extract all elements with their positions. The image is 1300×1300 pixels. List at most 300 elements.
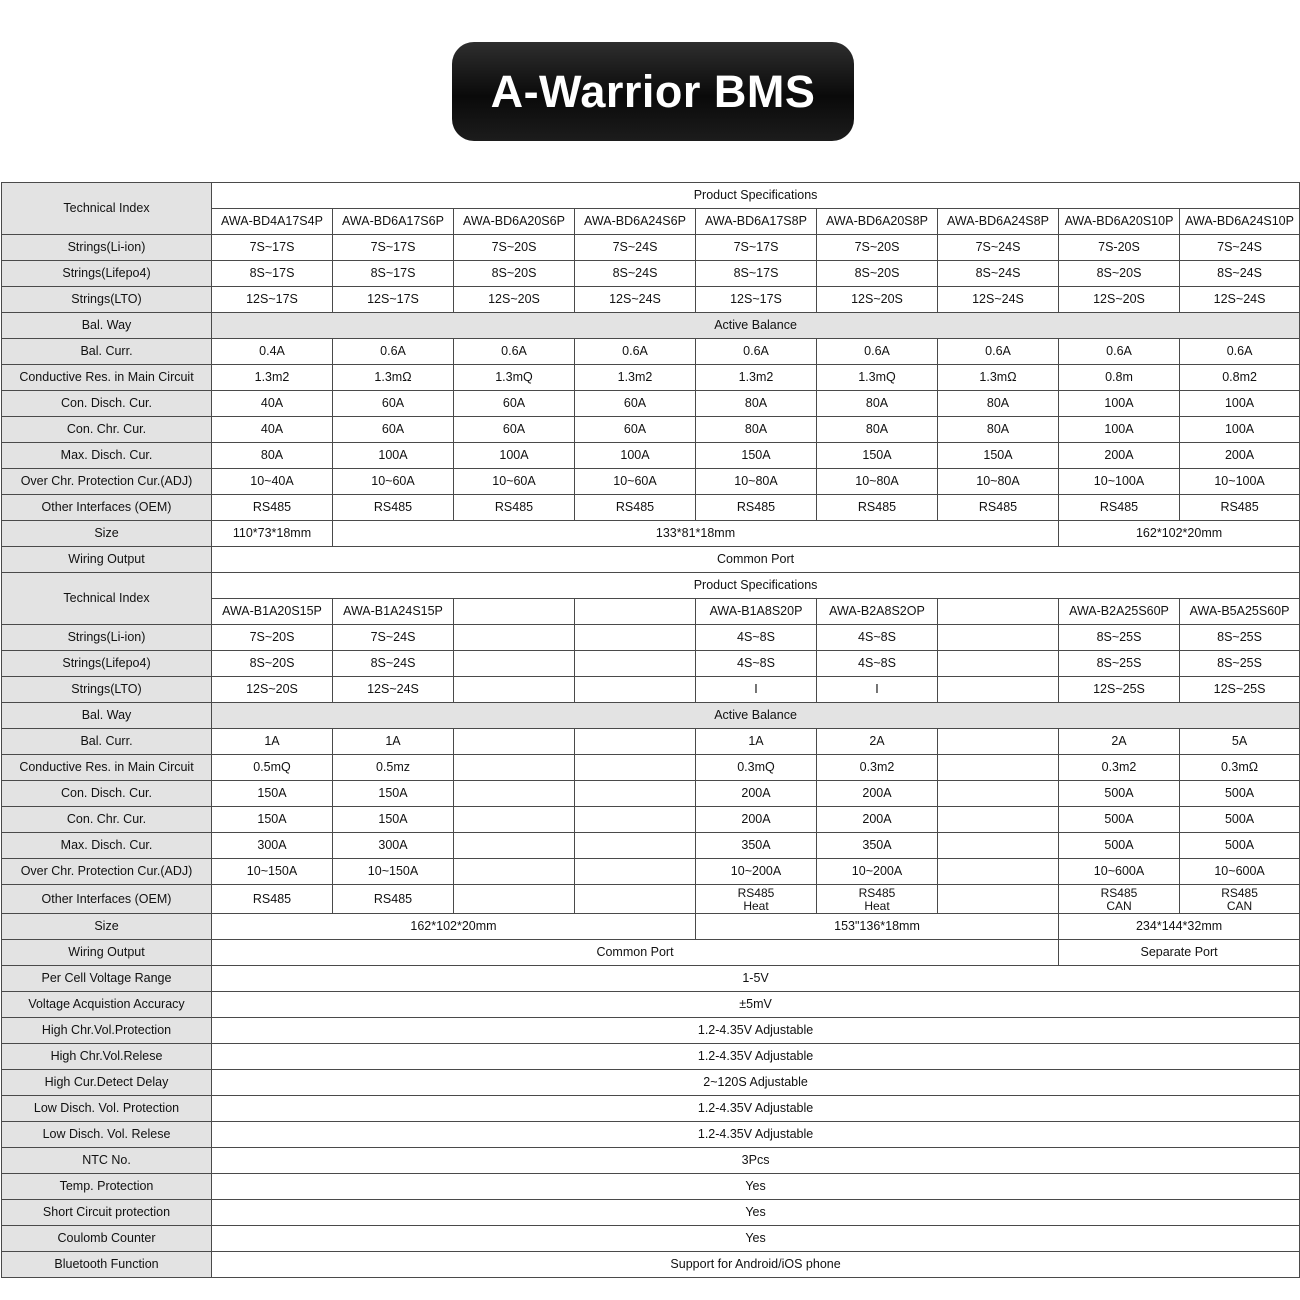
row-label: Con. Chr. Cur.	[2, 807, 212, 833]
table-row	[2, 1200, 1300, 1226]
table-cell: RS485 CAN	[1059, 885, 1180, 914]
spanning-value: 1.2-4.35V Adjustable	[212, 1044, 1300, 1070]
row-label: Size	[2, 521, 212, 547]
row-label: Bluetooth Function	[2, 1252, 212, 1278]
table-row	[2, 992, 1300, 1018]
model-name: AWA-BD6A17S6P	[333, 209, 454, 235]
table-row	[2, 677, 1300, 703]
table-cell	[938, 625, 1059, 651]
table-cell: 0.3m2	[817, 755, 938, 781]
row-label: Over Chr. Protection Cur.(ADJ)	[2, 469, 212, 495]
table-row	[2, 833, 1300, 859]
table-row	[2, 755, 1300, 781]
model-name: AWA-B1A8S20P	[696, 599, 817, 625]
spanning-value: 133*81*18mm	[333, 521, 1059, 547]
product-specifications-header: Product Specifications	[212, 573, 1300, 599]
table-cell	[454, 781, 575, 807]
table-cell: 8S~24S	[1180, 261, 1300, 287]
spanning-value: Active Balance	[212, 313, 1300, 339]
technical-index-label: Technical Index	[2, 183, 212, 235]
table-row	[2, 940, 1300, 966]
model-name: AWA-B2A25S60P	[1059, 599, 1180, 625]
row-label: Bal. Way	[2, 703, 212, 729]
row-label: Strings(Li-ion)	[2, 625, 212, 651]
table-cell: 7S~17S	[696, 235, 817, 261]
table-cell: 0.5mz	[333, 755, 454, 781]
table-cell	[454, 807, 575, 833]
spanning-value: ±5mV	[212, 992, 1300, 1018]
table-cell: 0.3m2	[1059, 755, 1180, 781]
table-cell: 10~600A	[1059, 859, 1180, 885]
table-row	[2, 391, 1300, 417]
model-name: AWA-BD6A20S10P	[1059, 209, 1180, 235]
table-cell: 10~150A	[333, 859, 454, 885]
table-cell: RS485	[212, 885, 333, 914]
model-name	[454, 599, 575, 625]
row-label: Voltage Acquistion Accuracy	[2, 992, 212, 1018]
model-name: AWA-BD6A24S6P	[575, 209, 696, 235]
table-cell: 150A	[212, 807, 333, 833]
model-name: AWA-BD6A20S8P	[817, 209, 938, 235]
table-cell: 200A	[696, 807, 817, 833]
table-cell: 7S~24S	[1180, 235, 1300, 261]
table-cell: 12S~20S	[454, 287, 575, 313]
table-cell: 500A	[1180, 833, 1300, 859]
table-cell: 200A	[817, 781, 938, 807]
table-cell: 0.8m	[1059, 365, 1180, 391]
table-cell: 8S~24S	[575, 261, 696, 287]
spanning-value: 162*102*20mm	[212, 914, 696, 940]
model-name	[575, 599, 696, 625]
table-row	[2, 1122, 1300, 1148]
table-cell	[454, 859, 575, 885]
table-cell: 200A	[817, 807, 938, 833]
table-cell: 12S~17S	[212, 287, 333, 313]
table-row	[2, 235, 1300, 261]
table-row	[2, 651, 1300, 677]
table-cell: 12S~17S	[696, 287, 817, 313]
table-cell: 10~60A	[333, 469, 454, 495]
table-cell: 7S~24S	[333, 625, 454, 651]
table-row	[2, 859, 1300, 885]
table-cell: 8S~25S	[1180, 651, 1300, 677]
table-cell	[575, 781, 696, 807]
table-cell: 2A	[1059, 729, 1180, 755]
spanning-value: 1.2-4.35V Adjustable	[212, 1018, 1300, 1044]
spanning-value: 2~120S Adjustable	[212, 1070, 1300, 1096]
table-cell	[938, 781, 1059, 807]
row-label: Bal. Curr.	[2, 729, 212, 755]
page-title: A-Warrior BMS	[490, 65, 816, 117]
row-label: Size	[2, 914, 212, 940]
spec-table	[1, 182, 1300, 1278]
table-cell: 100A	[454, 443, 575, 469]
table-cell: 500A	[1059, 833, 1180, 859]
table-header-row	[2, 183, 1300, 209]
spanning-value: 162*102*20mm	[1059, 521, 1300, 547]
table-cell: 8S~20S	[1059, 261, 1180, 287]
table-cell: 8S~24S	[333, 651, 454, 677]
spanning-value: Yes	[212, 1226, 1300, 1252]
table-cell: 60A	[454, 417, 575, 443]
table-cell: 8S~17S	[333, 261, 454, 287]
model-name: AWA-B5A25S60P	[1180, 599, 1300, 625]
table-cell	[454, 651, 575, 677]
table-cell: 200A	[1059, 443, 1180, 469]
table-cell: 4S~8S	[817, 651, 938, 677]
table-cell: 80A	[817, 391, 938, 417]
table-cell: 7S~24S	[575, 235, 696, 261]
table-cell: 80A	[938, 391, 1059, 417]
table-cell: 7S~17S	[333, 235, 454, 261]
table-cell: 150A	[333, 781, 454, 807]
table-cell: 5A	[1180, 729, 1300, 755]
table-cell: 1.3mQ	[454, 365, 575, 391]
row-label: Conductive Res. in Main Circuit	[2, 755, 212, 781]
spanning-value: Separate Port	[1059, 940, 1300, 966]
table-cell: 7S~17S	[212, 235, 333, 261]
table-cell: RS485	[817, 495, 938, 521]
table-cell: 10~40A	[212, 469, 333, 495]
table-cell: 1A	[212, 729, 333, 755]
table-cell	[938, 651, 1059, 677]
row-label: Con. Chr. Cur.	[2, 417, 212, 443]
table-cell	[575, 755, 696, 781]
row-label: Con. Disch. Cur.	[2, 391, 212, 417]
table-cell: 1.3mΩ	[938, 365, 1059, 391]
table-cell: 100A	[1180, 417, 1300, 443]
table-row	[2, 1148, 1300, 1174]
table-cell: 1.3m2	[696, 365, 817, 391]
table-cell	[575, 729, 696, 755]
row-label: Low Disch. Vol. Relese	[2, 1122, 212, 1148]
table-cell: 60A	[333, 391, 454, 417]
table-row	[2, 1252, 1300, 1278]
spanning-value: Yes	[212, 1174, 1300, 1200]
spanning-value: 153"136*18mm	[696, 914, 1059, 940]
table-cell: 40A	[212, 417, 333, 443]
table-cell: 12S~24S	[938, 287, 1059, 313]
table-cell: 350A	[817, 833, 938, 859]
table-cell	[575, 651, 696, 677]
row-label: Con. Disch. Cur.	[2, 781, 212, 807]
table-cell	[454, 729, 575, 755]
table-row	[2, 885, 1300, 914]
table-cell: 4S~8S	[696, 651, 817, 677]
table-cell: 0.6A	[1059, 339, 1180, 365]
table-cell: 4S~8S	[696, 625, 817, 651]
spanning-value: Common Port	[212, 940, 1059, 966]
table-row	[2, 521, 1300, 547]
table-cell	[938, 833, 1059, 859]
table-row	[2, 443, 1300, 469]
table-cell: 0.8m2	[1180, 365, 1300, 391]
table-cell: 1.3m2	[212, 365, 333, 391]
table-cell: 0.3mQ	[696, 755, 817, 781]
row-label: Per Cell Voltage Range	[2, 966, 212, 992]
row-label: Low Disch. Vol. Protection	[2, 1096, 212, 1122]
table-cell: 8S~25S	[1059, 651, 1180, 677]
model-name: AWA-BD6A17S8P	[696, 209, 817, 235]
row-label: Coulomb Counter	[2, 1226, 212, 1252]
spanning-value: Active Balance	[212, 703, 1300, 729]
model-name: AWA-BD6A24S10P	[1180, 209, 1300, 235]
table-cell: RS485	[212, 495, 333, 521]
table-cell: 100A	[333, 443, 454, 469]
row-label: Temp. Protection	[2, 1174, 212, 1200]
table-cell: RS485	[333, 495, 454, 521]
table-cell: 100A	[1180, 391, 1300, 417]
table-cell: 12S~24S	[333, 677, 454, 703]
row-label: High Cur.Detect Delay	[2, 1070, 212, 1096]
table-cell: RS485	[454, 495, 575, 521]
table-cell: 0.6A	[454, 339, 575, 365]
table-cell: 1A	[696, 729, 817, 755]
table-cell	[454, 833, 575, 859]
table-cell: 12S~25S	[1180, 677, 1300, 703]
row-label: High Chr.Vol.Protection	[2, 1018, 212, 1044]
table-cell: 7S~20S	[212, 625, 333, 651]
table-cell: 1.3m2	[575, 365, 696, 391]
row-label: Over Chr. Protection Cur.(ADJ)	[2, 859, 212, 885]
technical-index-label: Technical Index	[2, 573, 212, 625]
table-cell: 100A	[1059, 391, 1180, 417]
table-cell: 80A	[938, 417, 1059, 443]
table-cell: 0.6A	[817, 339, 938, 365]
table-cell	[938, 859, 1059, 885]
table-row	[2, 547, 1300, 573]
table-row	[2, 287, 1300, 313]
table-cell: RS485	[938, 495, 1059, 521]
table-cell: 500A	[1180, 781, 1300, 807]
table-cell: 7S~20S	[817, 235, 938, 261]
row-label: Max. Disch. Cur.	[2, 443, 212, 469]
table-cell: 100A	[575, 443, 696, 469]
table-cell: 500A	[1059, 781, 1180, 807]
table-cell: 10~60A	[575, 469, 696, 495]
table-cell: 0.6A	[575, 339, 696, 365]
row-label: Strings(Li-ion)	[2, 235, 212, 261]
table-cell: 0.4A	[212, 339, 333, 365]
table-cell	[938, 729, 1059, 755]
table-cell: 12S~17S	[333, 287, 454, 313]
table-row	[2, 313, 1300, 339]
table-cell	[454, 625, 575, 651]
model-name: AWA-BD6A24S8P	[938, 209, 1059, 235]
spanning-value: Support for Android/iOS phone	[212, 1252, 1300, 1278]
table-row	[2, 781, 1300, 807]
table-row	[2, 807, 1300, 833]
table-cell: RS485	[575, 495, 696, 521]
table-cell: 0.3mΩ	[1180, 755, 1300, 781]
table-cell: 8S~17S	[212, 261, 333, 287]
table-cell: 150A	[333, 807, 454, 833]
table-cell: 8S~25S	[1059, 625, 1180, 651]
row-label: Max. Disch. Cur.	[2, 833, 212, 859]
spanning-value: 1.2-4.35V Adjustable	[212, 1122, 1300, 1148]
table-cell: RS485 Heat	[696, 885, 817, 914]
row-label: Strings(Lifepo4)	[2, 261, 212, 287]
table-cell: 300A	[212, 833, 333, 859]
model-name: AWA-BD4A17S4P	[212, 209, 333, 235]
table-row	[2, 703, 1300, 729]
table-cell: 10~80A	[938, 469, 1059, 495]
table-row	[2, 1018, 1300, 1044]
row-label: Strings(LTO)	[2, 287, 212, 313]
model-name: AWA-B1A24S15P	[333, 599, 454, 625]
row-label: Bal. Way	[2, 313, 212, 339]
table-cell: I	[696, 677, 817, 703]
table-cell: 100A	[1059, 417, 1180, 443]
table-row	[2, 365, 1300, 391]
table-cell: 40A	[212, 391, 333, 417]
row-label: Strings(LTO)	[2, 677, 212, 703]
table-row	[2, 495, 1300, 521]
table-cell: 1.3mΩ	[333, 365, 454, 391]
table-row	[2, 1226, 1300, 1252]
table-cell: RS485	[333, 885, 454, 914]
table-cell: 0.6A	[696, 339, 817, 365]
table-cell: 12S~24S	[575, 287, 696, 313]
table-cell: 4S~8S	[817, 625, 938, 651]
table-cell: 0.6A	[1180, 339, 1300, 365]
table-cell: 7S-20S	[1059, 235, 1180, 261]
product-specifications-header: Product Specifications	[212, 183, 1300, 209]
table-cell: 150A	[212, 781, 333, 807]
table-cell	[938, 807, 1059, 833]
table-row	[2, 339, 1300, 365]
table-row	[2, 625, 1300, 651]
table-cell	[938, 755, 1059, 781]
table-cell: 12S~20S	[1059, 287, 1180, 313]
table-cell: 7S~24S	[938, 235, 1059, 261]
table-cell	[454, 677, 575, 703]
title-banner	[452, 42, 854, 141]
table-cell: 10~600A	[1180, 859, 1300, 885]
table-cell: 10~60A	[454, 469, 575, 495]
table-cell: 60A	[454, 391, 575, 417]
table-cell: 60A	[333, 417, 454, 443]
table-cell: 150A	[696, 443, 817, 469]
model-name: AWA-BD6A20S6P	[454, 209, 575, 235]
spanning-value: 3Pcs	[212, 1148, 1300, 1174]
row-label: Wiring Output	[2, 547, 212, 573]
table-cell: 0.5mQ	[212, 755, 333, 781]
table-cell: 200A	[696, 781, 817, 807]
table-cell: 350A	[696, 833, 817, 859]
table-cell: 0.6A	[938, 339, 1059, 365]
row-label: Bal. Curr.	[2, 339, 212, 365]
table-cell: 10~80A	[817, 469, 938, 495]
spanning-value: Yes	[212, 1200, 1300, 1226]
table-cell: 8S~20S	[454, 261, 575, 287]
table-cell	[575, 859, 696, 885]
table-cell: 80A	[696, 391, 817, 417]
model-name: AWA-B2A8S2OP	[817, 599, 938, 625]
table-row	[2, 1174, 1300, 1200]
table-cell	[575, 885, 696, 914]
row-label: Other Interfaces (OEM)	[2, 885, 212, 914]
table-cell: 10~200A	[696, 859, 817, 885]
table-cell: RS485	[1059, 495, 1180, 521]
table-cell: 150A	[817, 443, 938, 469]
table-cell: 8S~24S	[938, 261, 1059, 287]
table-cell: 8S~20S	[817, 261, 938, 287]
table-header-row	[2, 573, 1300, 599]
table-cell: 500A	[1059, 807, 1180, 833]
model-name	[938, 599, 1059, 625]
row-label: NTC No.	[2, 1148, 212, 1174]
table-cell: 8S~20S	[212, 651, 333, 677]
table-cell: 12S~25S	[1059, 677, 1180, 703]
table-cell	[454, 885, 575, 914]
table-cell: 7S~20S	[454, 235, 575, 261]
table-row	[2, 1044, 1300, 1070]
table-row	[2, 1070, 1300, 1096]
spanning-value: 234*144*32mm	[1059, 914, 1300, 940]
row-label: Conductive Res. in Main Circuit	[2, 365, 212, 391]
model-name: AWA-B1A20S15P	[212, 599, 333, 625]
table-row	[2, 914, 1300, 940]
table-cell: 80A	[696, 417, 817, 443]
table-cell: 8S~25S	[1180, 625, 1300, 651]
table-cell: I	[817, 677, 938, 703]
table-cell: 80A	[212, 443, 333, 469]
table-cell: 10~100A	[1059, 469, 1180, 495]
table-cell	[575, 833, 696, 859]
table-cell: 12S~20S	[212, 677, 333, 703]
table-row	[2, 729, 1300, 755]
table-cell: 1A	[333, 729, 454, 755]
table-row	[2, 469, 1300, 495]
table-row	[2, 417, 1300, 443]
table-cell: 500A	[1180, 807, 1300, 833]
row-label: Wiring Output	[2, 940, 212, 966]
table-cell: 10~200A	[817, 859, 938, 885]
table-cell	[575, 677, 696, 703]
table-cell	[938, 677, 1059, 703]
spanning-value: 1-5V	[212, 966, 1300, 992]
table-cell: 1.3mQ	[817, 365, 938, 391]
table-cell: 8S~17S	[696, 261, 817, 287]
row-label: Strings(Lifepo4)	[2, 651, 212, 677]
table-cell	[454, 755, 575, 781]
table-cell	[575, 807, 696, 833]
table-cell: RS485 Heat	[817, 885, 938, 914]
spanning-value: Common Port	[212, 547, 1300, 573]
table-cell	[938, 885, 1059, 914]
table-cell: 60A	[575, 417, 696, 443]
table-cell: 10~80A	[696, 469, 817, 495]
table-cell: RS485 CAN	[1180, 885, 1300, 914]
table-cell: 200A	[1180, 443, 1300, 469]
table-cell: 60A	[575, 391, 696, 417]
table-cell: 300A	[333, 833, 454, 859]
table-row	[2, 261, 1300, 287]
spanning-value: 1.2-4.35V Adjustable	[212, 1096, 1300, 1122]
table-cell: RS485	[696, 495, 817, 521]
table-row	[2, 1096, 1300, 1122]
row-label: High Chr.Vol.Relese	[2, 1044, 212, 1070]
table-cell: 12S~20S	[817, 287, 938, 313]
table-cell: 12S~24S	[1180, 287, 1300, 313]
table-cell: RS485	[1180, 495, 1300, 521]
table-cell: 80A	[817, 417, 938, 443]
table-cell	[575, 625, 696, 651]
row-label: Short Circuit protection	[2, 1200, 212, 1226]
spanning-value: 110*73*18mm	[212, 521, 333, 547]
table-cell: 2A	[817, 729, 938, 755]
